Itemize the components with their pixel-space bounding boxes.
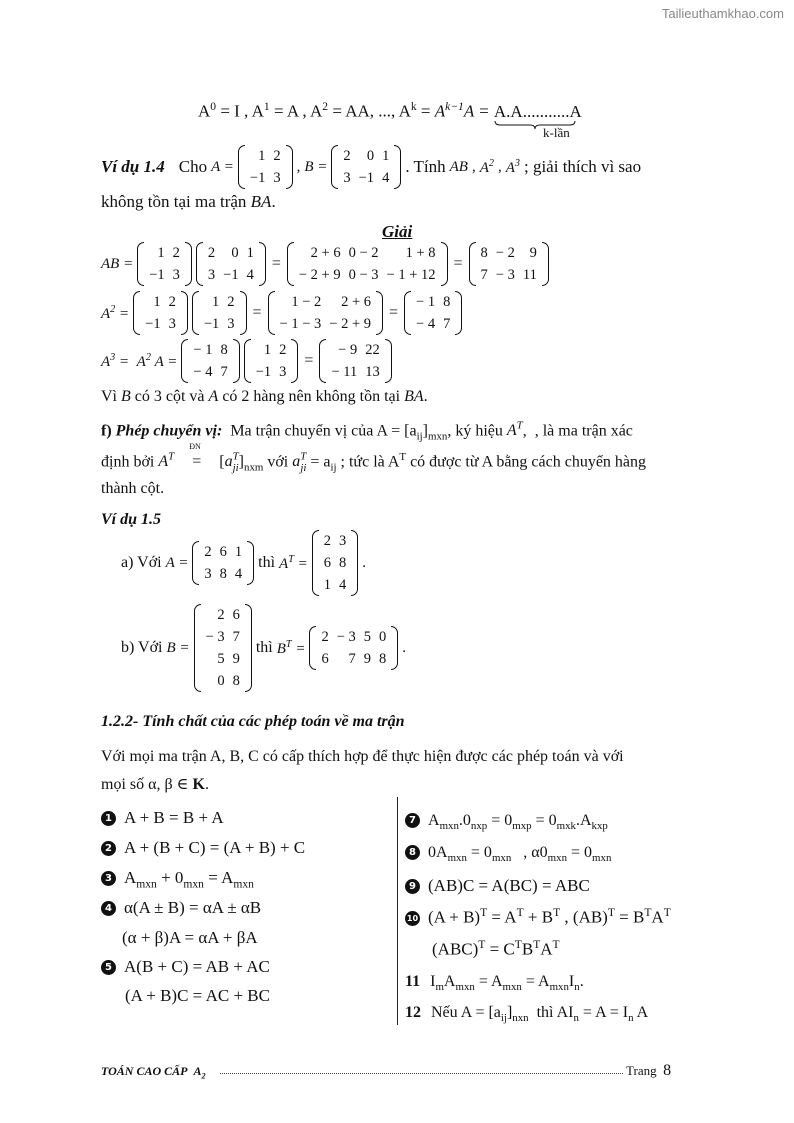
matrix bbox=[181, 339, 239, 383]
transpose-definition-line2: định bởi $A^T$ ĐN = $[a^T_{ji}]_{nxm}$ với $a^T_{ji} = a_{ij}$ ; tức là $A^T$ có được từ A bằng cách chuyển hàng bbox=[101, 442, 647, 474]
matrix-cell: − 1 bbox=[416, 294, 436, 310]
matrix-cell: 3 bbox=[343, 170, 351, 186]
matrix-cell: 8 bbox=[219, 566, 227, 582]
property-5-line2: (A + B)C = AC + BC bbox=[125, 986, 270, 1005]
matrix-cell: 7 bbox=[220, 364, 228, 380]
matrix-cell: 1 + 8 bbox=[405, 245, 436, 261]
matrix-cell: 6 bbox=[323, 555, 331, 571]
matrix-cell: 3 bbox=[338, 533, 347, 549]
matrix-cell: − 4 bbox=[416, 316, 436, 332]
matrix-cell: −1 bbox=[145, 316, 161, 332]
matrix-cell: − 4 bbox=[193, 364, 213, 380]
property-3: 3 $A_{mxn} + 0_{mxn} = A_{mxn}$ bbox=[101, 868, 254, 890]
matrix-cell: 2 bbox=[168, 294, 176, 310]
property-10-line2: $(ABC)^T = C^TB^TA^T$ bbox=[432, 938, 560, 959]
matrix bbox=[196, 242, 266, 286]
underbrace-label: k-lần bbox=[543, 125, 570, 140]
matrix-cell: 4 bbox=[382, 170, 390, 186]
property-11: 11 $I_mA_{mxn} = A_{mxn} = A_{mxn}I_n$. bbox=[405, 973, 584, 994]
matrix bbox=[287, 242, 448, 286]
example-1-5-a: a) Với A = 2 6 1 3 8 4 thì $A^T$ = 2 3 6 8 1 4 . bbox=[121, 530, 366, 596]
matrix-cell: 4 bbox=[338, 577, 347, 593]
matrix-cell: − 2 + 9 bbox=[329, 316, 372, 332]
matrix-cell: −1 bbox=[149, 267, 165, 283]
example-1-5-label: Ví dụ 1.5 bbox=[101, 511, 162, 528]
matrix-cell: 6 bbox=[219, 544, 227, 560]
matrix-cell: 5 bbox=[363, 629, 372, 645]
property-1: 1 A + B = B + A bbox=[101, 808, 224, 828]
matrix-cell: 1 bbox=[246, 245, 254, 261]
matrix-cell: 6 bbox=[321, 651, 329, 667]
matrix-cell: 6 bbox=[232, 607, 240, 623]
power-definition: $A^0 = I$ , $A^1 = A$ , $A^2$ = AA, ..., $A^k = A^{k-1}A = A.A...........A$ bbox=[198, 100, 582, 122]
solution-title: Giải bbox=[382, 222, 413, 241]
matrix-cell: −1 bbox=[255, 364, 272, 380]
column-divider bbox=[397, 797, 398, 1025]
matrix-cell: 4 bbox=[234, 566, 243, 582]
example-1-4: Ví dụ 1.4 Cho A = 1 2 −1 3 , B = 2 0 1 3 −1 4 . Tính AB , $A^2$ , $A^3$ ; giải thích vì sao bbox=[101, 145, 641, 189]
matrix-cell: 2 + 6 bbox=[310, 245, 341, 261]
matrix-cell: 0 bbox=[217, 673, 225, 689]
footer-page: Trang 8 bbox=[626, 1062, 672, 1079]
matrix-cell: 2 bbox=[321, 629, 329, 645]
matrix-A bbox=[238, 145, 293, 189]
matrix-cell: −1 bbox=[358, 170, 375, 186]
property-2: 2 A + (B + C) = (A + B) + C bbox=[101, 838, 305, 858]
matrix-cell: 0 bbox=[231, 245, 239, 261]
matrix-A bbox=[192, 541, 254, 585]
matrix-cell: 8 bbox=[232, 673, 240, 689]
property-7: 7 $A_{mxn}.0_{nxp} = 0_{mxp} = 0_{mxk}.A_{kxp}$ bbox=[405, 812, 608, 832]
matrix-cell: 2 bbox=[204, 544, 212, 560]
property-8: 8 $0A_{mxn} = 0_{mxn}$ , $\alpha 0_{mxn} = 0_{mxn}$ bbox=[405, 844, 611, 864]
property-9: 9 (AB)C = A(BC) = ABC bbox=[405, 876, 590, 896]
matrix bbox=[137, 242, 192, 286]
matrix-cell: 3 bbox=[172, 267, 180, 283]
matrix-cell: − 1 + 12 bbox=[386, 267, 436, 283]
matrix-cell: 8 bbox=[338, 555, 347, 571]
matrix-cell: 7 bbox=[232, 629, 240, 645]
matrix-cell: 8 bbox=[480, 245, 488, 261]
matrix-cell: 11 bbox=[522, 267, 537, 283]
matrix-cell: − 1 bbox=[193, 342, 213, 358]
matrix-cell: 2 bbox=[273, 148, 281, 164]
matrix-cell: 13 bbox=[365, 364, 380, 380]
matrix-cell: 2 + 6 bbox=[341, 294, 372, 310]
property-5: 5 A(B + C) = AB + AC bbox=[101, 957, 270, 977]
matrix-cell: 1 bbox=[153, 294, 161, 310]
matrix-cell: 1 bbox=[157, 245, 165, 261]
matrix-cell: 1 bbox=[382, 148, 390, 164]
matrix bbox=[133, 291, 188, 335]
matrix-cell: 22 bbox=[365, 342, 380, 358]
section-title: 1.2.2- Tính chất của các phép toán về ma trận bbox=[101, 713, 405, 730]
section-intro: Với mọi ma trận A, B, C có cấp thích hợp để thực hiện được các phép toán và với bbox=[101, 748, 624, 765]
product-expression: A.A...........A bbox=[493, 101, 582, 121]
footer-dotted-line bbox=[220, 1073, 623, 1074]
a3-computation: $A^3 = A^2$ A = − 1 8 − 4 7 1 2 −1 3 = − 9 22 − 11 13 bbox=[101, 339, 392, 383]
matrix-cell: 2 bbox=[207, 245, 216, 261]
a2-computation: $A^2$ = 1 2 −1 3 1 2 −1 3 = 1 − 2 2 + 6 − 1 − 3 − 2 + 9 = − 1 8 − 4 7 bbox=[101, 291, 462, 335]
matrix-cell: 0 − 2 bbox=[348, 245, 379, 261]
matrix-cell: 1 bbox=[258, 148, 266, 164]
matrix-cell: 7 bbox=[480, 267, 488, 283]
matrix-cell: − 2 + 9 bbox=[298, 267, 341, 283]
property-12: 12 Nếu $A = [a_{ij}]_{nxn}$ thì $AI_n = A = I_n$ A bbox=[405, 1004, 649, 1025]
matrix-cell: 0 bbox=[366, 148, 375, 164]
transpose-definition: f) Phép chuyển vị: Ma trận chuyển vị của $A = [a_{ij}]_{mxn}$, ký hiệu $A^T$, , là ma trận xác bbox=[101, 420, 633, 443]
matrix-cell: 7 bbox=[348, 651, 356, 667]
matrix-cell: −1 bbox=[249, 170, 266, 186]
section-intro-line2: mọi số α, β ∈ K. bbox=[101, 776, 209, 793]
matrix-cell: 0 − 3 bbox=[348, 267, 379, 283]
matrix-B-transpose bbox=[309, 626, 398, 670]
matrix-cell: 4 bbox=[246, 267, 254, 283]
matrix-cell: − 1 − 3 bbox=[279, 316, 322, 332]
matrix-cell: 7 bbox=[443, 316, 451, 332]
matrix-cell: −1 bbox=[223, 267, 239, 283]
matrix-cell: 3 bbox=[273, 170, 281, 186]
matrix-cell: 2 bbox=[279, 342, 287, 358]
matrix-B bbox=[331, 145, 401, 189]
matrix-cell: 8 bbox=[379, 651, 387, 667]
matrix bbox=[244, 339, 299, 383]
matrix-result bbox=[469, 242, 549, 286]
matrix-cell: − 11 bbox=[331, 364, 358, 380]
matrix-cell: 9 bbox=[232, 651, 240, 667]
matrix-cell: − 2 bbox=[495, 245, 515, 261]
solution-reason: Vì B có 3 cột và A có 2 hàng nên không tồn tại BA. bbox=[101, 388, 428, 405]
property-4: 4 α(A ± B) = αA ± αB bbox=[101, 898, 261, 918]
matrix bbox=[192, 291, 247, 335]
matrix-cell: 2 bbox=[323, 533, 331, 549]
matrix-cell: 8 bbox=[443, 294, 451, 310]
matrix-cell: 5 bbox=[217, 651, 225, 667]
matrix-cell: 1 bbox=[263, 342, 272, 358]
matrix-cell: 9 bbox=[529, 245, 537, 261]
matrix-cell: 3 bbox=[168, 316, 176, 332]
matrix-B bbox=[194, 604, 252, 692]
matrix-result bbox=[319, 339, 391, 383]
transpose-definition-line3: thành cột. bbox=[101, 480, 165, 497]
matrix-cell: 3 bbox=[207, 267, 216, 283]
ab-computation: AB = 1 2 −1 3 2 0 1 3 −1 4 = 2 + 6 0 − 2 1 + 8 − 2 + 9 0 − 3 − 1 + 12 = 8 − 2 9 7 − 3 11 bbox=[101, 242, 549, 286]
matrix-cell: 2 bbox=[343, 148, 351, 164]
matrix-cell: 3 bbox=[279, 364, 287, 380]
property-10: 10 $(A + B)^T = A^T + B^T$ , $(AB)^T = B^TA^T$ bbox=[406, 906, 671, 927]
example-1-4-line2: không tồn tại ma trận BA. bbox=[101, 192, 276, 211]
matrix-cell: −1 bbox=[203, 316, 220, 332]
matrix-cell: 1 bbox=[234, 544, 243, 560]
matrix-cell: 3 bbox=[227, 316, 235, 332]
matrix-cell: 2 bbox=[172, 245, 180, 261]
matrix bbox=[268, 291, 383, 335]
matrix-cell: − 3 bbox=[336, 629, 356, 645]
matrix-cell: − 3 bbox=[495, 267, 515, 283]
matrix-cell: 1 bbox=[323, 577, 331, 593]
watermark: Tailieuthamkhao.com bbox=[661, 6, 784, 21]
example-1-5-b: b) Với B = 2 6 − 3 7 5 9 0 8 thì $B^T$ = 2 − 3 5 0 6 7 9 8 . bbox=[121, 604, 406, 692]
matrix-cell: 9 bbox=[363, 651, 372, 667]
matrix-A-transpose bbox=[312, 530, 359, 596]
matrix-result bbox=[404, 291, 462, 335]
footer-title: TOÁN CAO CẤP $A_2$ bbox=[101, 1064, 206, 1081]
matrix-cell: 8 bbox=[220, 342, 228, 358]
matrix-cell: 0 bbox=[379, 629, 387, 645]
matrix-cell: 1 − 2 bbox=[291, 294, 322, 310]
matrix-cell: 3 bbox=[204, 566, 212, 582]
matrix-cell: 2 bbox=[227, 294, 235, 310]
matrix-cell: − 9 bbox=[338, 342, 358, 358]
matrix-cell: − 3 bbox=[205, 629, 225, 645]
matrix-cell: 2 bbox=[217, 607, 225, 623]
property-4-line2: (α + β)A = αA + βA bbox=[122, 928, 258, 947]
matrix-cell: 1 bbox=[212, 294, 220, 310]
